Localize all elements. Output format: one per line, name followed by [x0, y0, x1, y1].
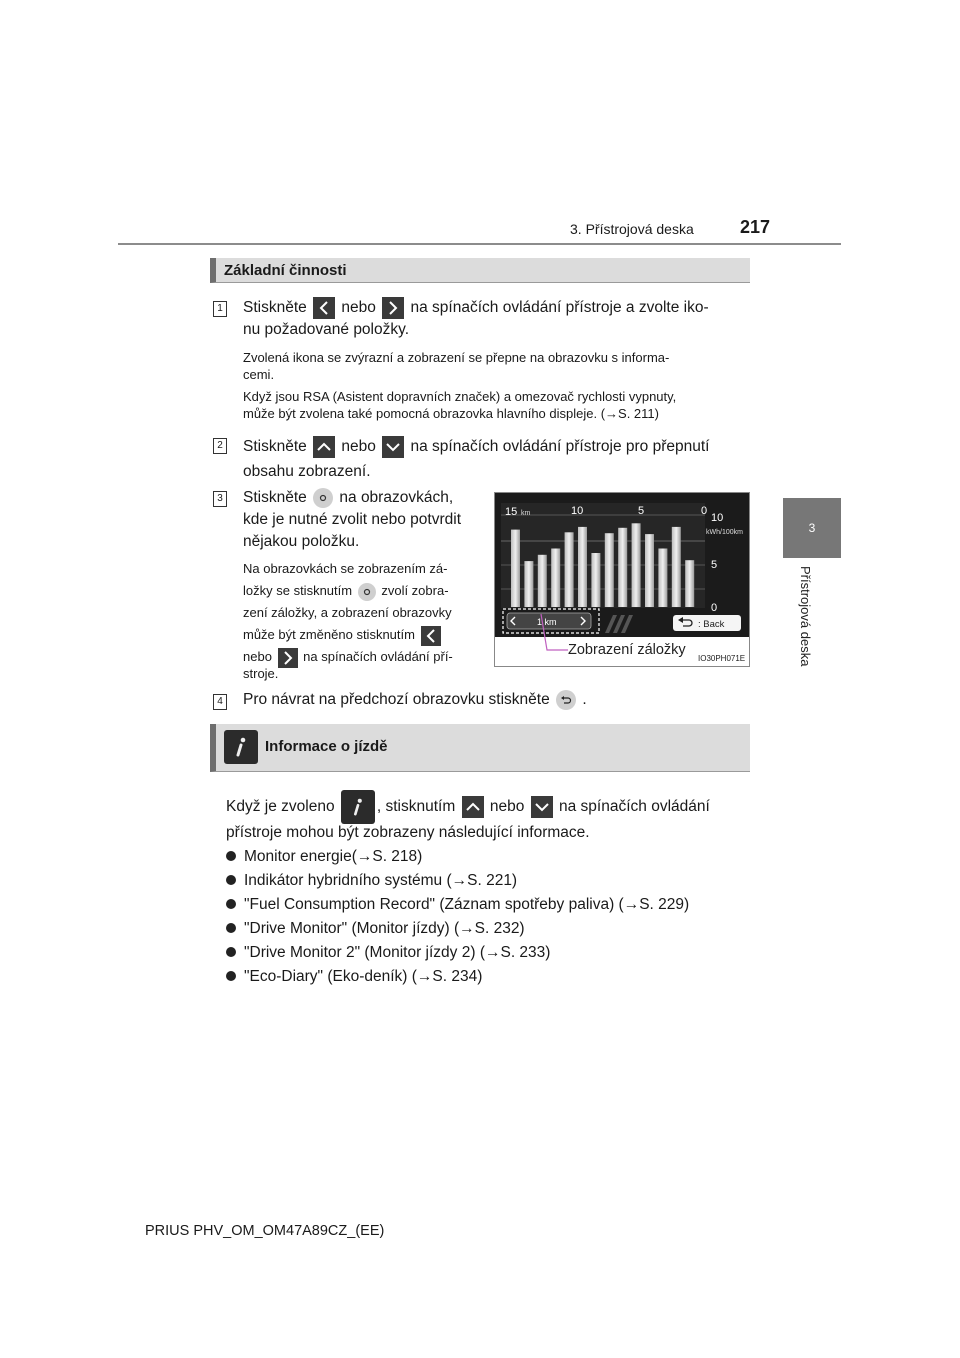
step-1-note-1: Zvolená ikona se zvýrazní a zobrazení se přepne na obrazovku s informa- cemi. — [243, 350, 670, 382]
section-heading-basic — [210, 258, 750, 283]
callout-label: Zobrazení záložky — [568, 642, 686, 658]
info-icon — [341, 790, 375, 824]
chevron-up-icon — [462, 796, 484, 818]
list-item: "Eco-Diary" (Eko-deník) (→S. 234) — [226, 966, 756, 990]
tick-label-15: 15 — [505, 506, 518, 518]
tick-label-5: 5 — [638, 505, 645, 517]
trip-info-list — [226, 846, 756, 990]
step-number: 3 — [213, 491, 227, 507]
axis-label-5: 5 — [711, 559, 718, 571]
bullet-icon — [226, 875, 236, 885]
bullet-icon — [226, 971, 236, 981]
consumption-chart — [495, 493, 749, 638]
page-number: 217 — [740, 217, 771, 237]
info-icon — [224, 730, 258, 764]
chart-bar — [645, 534, 654, 607]
tab-label: 1 km — [537, 617, 557, 627]
chapter-number: 3 — [808, 520, 816, 535]
list-item: "Drive Monitor 2" (Monitor jízdy 2) (→S. 233) — [226, 942, 756, 966]
document-code: PRIUS PHV_OM_OM47A89CZ_(EE) — [145, 1223, 385, 1239]
chart-bar — [538, 555, 547, 607]
chart-bar — [524, 561, 533, 607]
chevron-down-icon — [382, 436, 404, 458]
step-1-note-2: Když jsou RSA (Asistent dopravních značek) a omezovač rychlosti vypnuty, může být zvolena také pomocná obrazovka hlavního displeje. (→S. 211) — [243, 389, 677, 421]
ok-button-icon — [313, 488, 333, 508]
chevron-left-icon — [313, 297, 335, 319]
chapter-label: Přístrojová deska — [798, 566, 813, 667]
chart-bar — [685, 560, 694, 607]
ok-button-icon — [358, 583, 376, 601]
display-screen-figure — [494, 492, 750, 639]
bullet-icon — [226, 899, 236, 909]
chart-bar — [591, 553, 600, 607]
chart-bar — [551, 549, 560, 608]
chart-bar — [511, 530, 520, 607]
figure-code: IO30PH071E — [698, 654, 746, 663]
chapter-tab-divider — [783, 557, 841, 558]
section-title: 3. Přístrojová deska — [570, 221, 694, 237]
list-item: "Drive Monitor" (Monitor jízdy) (→S. 232) — [226, 918, 756, 942]
trip-intro: Když je zvoleno , stisknutím nebo na spínačích ovládání — [226, 790, 756, 824]
chapter-tab — [783, 498, 841, 557]
bullet-icon — [226, 923, 236, 933]
chart-bar — [578, 527, 587, 607]
chevron-up-icon — [313, 436, 335, 458]
axis-label-0: 0 — [711, 602, 718, 614]
step-3-text: Stiskněte na obrazovkách, kde je nutné zvolit nebo potvrdit nějakou položku. — [243, 489, 461, 550]
step-3-note: Na obrazovkách se zobrazením zá- ložky se stisknutím zvolí zobra- zení záložky, a zobrazení obrazovky může být změněno stisknutím nebo na spínačích ovládání pří- stroje. — [243, 561, 453, 681]
chart-bar — [672, 527, 681, 607]
section-heading-text: Informace o jízdě — [265, 738, 388, 755]
step-2-text: Stiskněte nebo na spínačích ovládání přístroje pro přepnutí obsahu zobrazení. — [243, 434, 753, 484]
step-1-text: Stiskněte nebo na spínačích ovládání přístroje a zvolte iko- nu požadované položky. — [243, 297, 753, 341]
back-button-icon — [556, 690, 576, 710]
chevron-left-icon — [421, 626, 441, 646]
chart-bar — [565, 532, 574, 607]
axis-label-10: 10 — [711, 512, 724, 524]
section-heading-text: Základní činnosti — [224, 262, 347, 279]
trip-intro-line-2: přístroje mohou být zobrazeny následující informace. — [226, 824, 590, 841]
tick-label-0: 0 — [701, 505, 708, 517]
step-number: 1 — [213, 301, 227, 317]
chart-bar — [632, 523, 641, 607]
section-heading-trip — [210, 724, 750, 772]
axis-unit: kWh/100km — [706, 529, 743, 536]
chart-bar — [658, 549, 667, 608]
step-4-text: Pro návrat na předchozí obrazovku stiskněte . — [243, 691, 587, 708]
back-label: : Back — [698, 619, 725, 630]
list-item: "Fuel Consumption Record" (Záznam spotřeby paliva) (→S. 229) — [226, 894, 756, 918]
bullet-icon — [226, 947, 236, 957]
header-rule — [118, 243, 841, 245]
chart-bar — [618, 528, 627, 607]
list-item: Indikátor hybridního systému (→S. 221) — [226, 870, 756, 894]
step-number: 2 — [213, 438, 227, 454]
step-number: 4 — [213, 694, 227, 710]
chevron-right-icon — [278, 648, 298, 668]
chart-bar — [605, 533, 614, 607]
tick-label-10: 10 — [571, 505, 584, 517]
chevron-down-icon — [531, 796, 553, 818]
tick-unit-km: km — [521, 510, 531, 517]
bullet-icon — [226, 851, 236, 861]
chevron-right-icon — [382, 297, 404, 319]
list-item: Monitor energie(→S. 218) — [226, 846, 756, 870]
